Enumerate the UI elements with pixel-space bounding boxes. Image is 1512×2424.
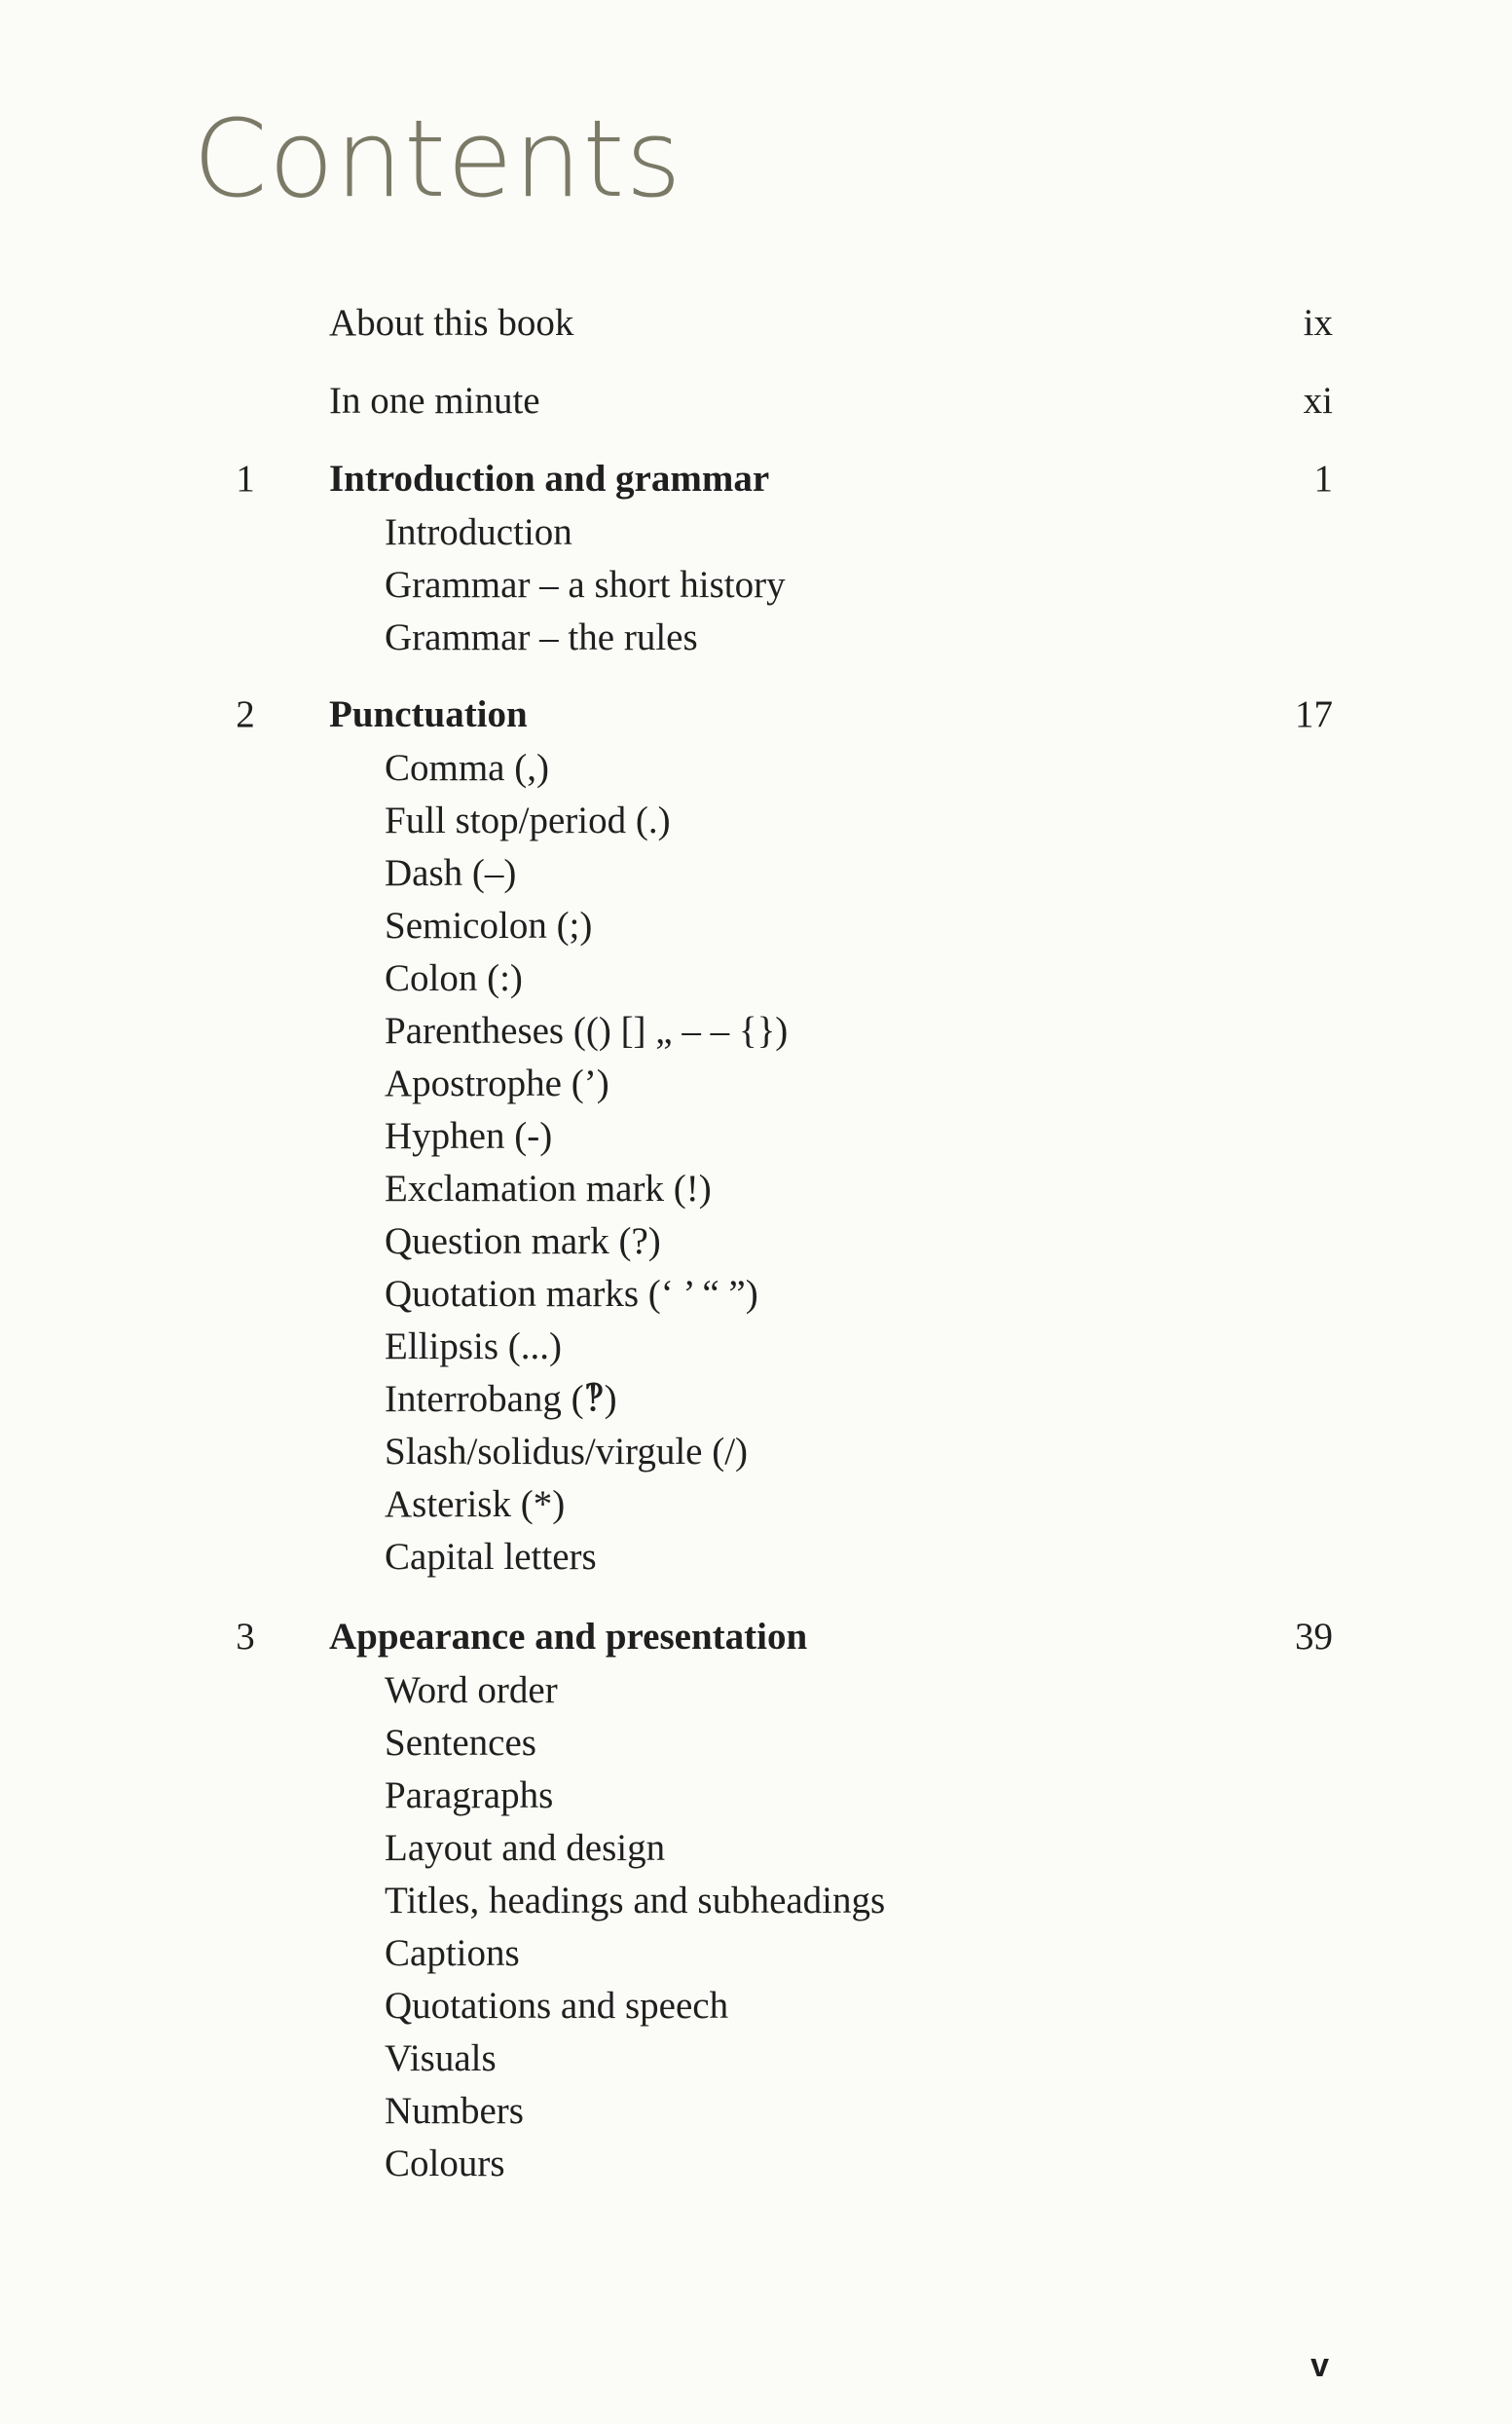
chapter-2-section[interactable]: Slash/solidus/virgule (/) — [385, 1431, 749, 1473]
toc-entry-page: xi — [1303, 380, 1333, 422]
chapter-2-section[interactable]: Exclamation mark (!) — [385, 1168, 712, 1210]
chapter-3-section[interactable]: Quotations and speech — [385, 1985, 729, 2027]
chapter-1-section[interactable]: Grammar – the rules — [385, 616, 698, 658]
chapter-2-section[interactable]: Comma (,) — [385, 747, 549, 789]
page-folio: v — [1310, 2347, 1329, 2384]
chapter-3-section[interactable]: Layout and design — [385, 1827, 666, 1869]
chapter-1-section[interactable]: Grammar – a short history — [385, 564, 786, 606]
chapter-1-section[interactable]: Introduction — [385, 511, 572, 553]
toc-entry-about-this-book[interactable] — [0, 297, 1512, 350]
chapter-2-section[interactable]: Capital letters — [385, 1536, 597, 1578]
chapter-number: 1 — [236, 458, 255, 500]
chapter-2-section[interactable]: Dash (–) — [385, 852, 517, 894]
chapter-3-section[interactable]: Numbers — [385, 2090, 524, 2132]
toc-entry-page: ix — [1303, 302, 1333, 344]
chapter-2-section[interactable]: Asterisk (*) — [385, 1483, 566, 1525]
chapter-3-section[interactable]: Colours — [385, 2143, 505, 2184]
chapter-title: Punctuation — [329, 693, 528, 735]
chapter-page: 1 — [1313, 458, 1333, 500]
chapter-2-heading[interactable] — [0, 689, 1512, 741]
chapter-3-section[interactable]: Titles, headings and subheadings — [385, 1880, 886, 1921]
chapter-3-section[interactable]: Paragraphs — [385, 1774, 554, 1816]
chapter-1-heading[interactable] — [0, 453, 1512, 505]
chapter-title: Introduction and grammar — [329, 458, 770, 500]
chapter-2-section[interactable]: Interrobang (‽) — [385, 1378, 617, 1420]
chapter-page: 39 — [1295, 1616, 1333, 1658]
chapter-2-section[interactable]: Apostrophe (’) — [385, 1063, 609, 1104]
chapter-3-section[interactable]: Captions — [385, 1932, 520, 1974]
chapter-2-section[interactable]: Colon (:) — [385, 957, 523, 999]
chapter-number: 3 — [236, 1616, 255, 1658]
chapter-2-section[interactable]: Semicolon (;) — [385, 905, 593, 947]
toc-entry-label: In one minute — [329, 380, 540, 422]
chapter-2-section[interactable]: Question mark (?) — [385, 1220, 661, 1262]
chapter-number: 2 — [236, 693, 255, 735]
chapter-2-section[interactable]: Quotation marks (‘ ’ “ ”) — [385, 1273, 758, 1315]
page-title: Contents — [193, 96, 682, 221]
toc-entry-label: About this book — [329, 302, 574, 344]
chapter-title: Appearance and presentation — [329, 1616, 808, 1658]
chapter-3-section[interactable]: Sentences — [385, 1722, 536, 1764]
toc-entry-in-one-minute[interactable] — [0, 375, 1512, 428]
chapter-3-heading[interactable] — [0, 1611, 1512, 1663]
chapter-2-section[interactable]: Hyphen (-) — [385, 1115, 553, 1157]
chapter-2-section[interactable]: Parentheses (() [] „ – – {}) — [385, 1010, 789, 1052]
chapter-2-section[interactable]: Full stop/period (.) — [385, 800, 671, 841]
chapter-3-section[interactable]: Word order — [385, 1669, 558, 1711]
chapter-page: 17 — [1295, 693, 1333, 735]
chapter-3-section[interactable]: Visuals — [385, 2037, 497, 2079]
chapter-2-section[interactable]: Ellipsis (...) — [385, 1325, 562, 1367]
